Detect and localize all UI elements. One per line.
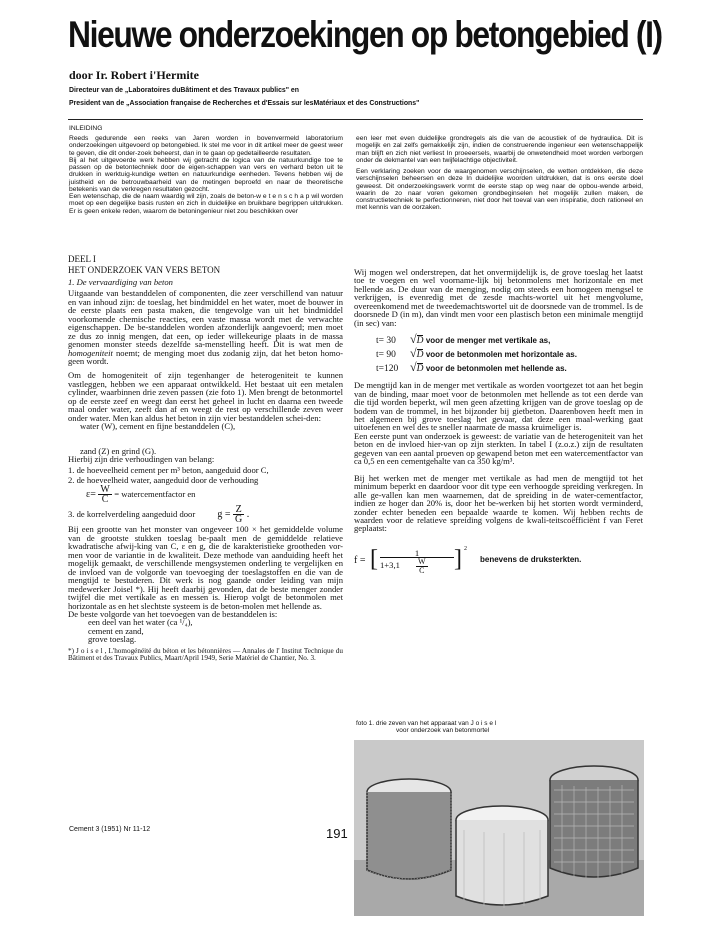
order-item: een deel van het water (ca ¹/₄),: [88, 617, 193, 628]
intro-right-column: [356, 135, 643, 212]
body-line: Hierbij zijn drie verhoudingen van belang:: [68, 454, 215, 465]
body-paragraph: Een eerste punt van onderzoek is geweest: de variatie van de heterogeniteit van het beton en de invloed hier-van op zijn sterkten. In tabel I (z.o.z.) zijn de resultaten gegeven van een aantal proeven op gewapend beton met een watercementfactor van ca 0,5 en een cementgehalte van ca 350 kg/m³.: [354, 430, 643, 467]
body-paragraph: Bij een grootte van het monster van ongeveer 100 × het gemiddelde volume van de grootste stukken toeslag be-paalt men de gemiddelde relatieve kwadratische afwij-king van C, ε en g, die de karakteristieke grootheden vor-men voor de variantie in de kwaliteit. Deze methode van aanduiding heeft het mogelijk gemaakt, de verschillende mengsystemen onderling te vergelijken en de invloed van de volgorde van toevoeging der toeslagstoffen en die van de mengtijd te bestuderen. Dit werk is nog gaande onder leiding van mijn medewerker Joisel *). Hij heeft daarbij gevonden, dat de beste menger zonder twijfel die met vertikale as en messen is. Hierop volgt de betonmolen met horizontale as en het slechtste systeem is de beton-molen met hellende as.: [68, 524, 343, 611]
intro-left-column: [69, 135, 343, 215]
component-list-line: water (W), cement en fijne bestanddelen (C),: [80, 421, 236, 432]
ratio-item-1: 1. de hoeveelheid cement per m³ beton, aangeduid door C,: [68, 464, 269, 475]
intro-paragraph: een leer met even duidelijke grondregels als die van de acoustiek of de hydraulica. Dit is mogelijk en zal zelfs gemakkelijk zijn, indien de construerende ingenieur een wetenschappelijk man blijft en zich niet verliest In proeeersels, waarbij de onwetendheid moet worden verborgen onder de dekmantel van een twijfelachtige objectiviteit.: [356, 135, 643, 164]
photo-sieves: [354, 740, 644, 916]
footnote: *) J o i s e l , L'homogénéité du béton et les bétonnières — Annales de l' Institut Technique du Bâtiment et des Travaux Publics, Maart/April 1949, Serie Matériel de Chantier, No. 3.: [68, 646, 343, 663]
ratio-item-3: 3. de korrelverdeling aangeduid door g = $\frac{Z}{G}$ .: [68, 504, 250, 526]
feret-formula: f = [ 1 1+3,1 $\frac{W}{C}$ ] 2 benevens de druksterkten.: [354, 545, 582, 575]
order-item: cement en zand,: [88, 625, 144, 636]
journal-citation: Cement 3 (1951) Nr 11-12: [69, 826, 151, 833]
equation-line: t=120 √D voor de betonmolen met hellende as.: [376, 360, 567, 375]
subsection-heading: 1. De vervaardiging van beton: [68, 276, 173, 287]
equation-line: t= 30 √D voor de menger met vertikale as,: [376, 332, 551, 347]
intro-paragraph: Een wetenschap, die de naam waardig wil zijn, zoals de beton-w e t e n s c h a p wil worden moet op een degelijke basis rusten en zich in duidelijke en bruikbare begrippen uitdrukken. Er is geen enkele reden, waarom de betoningenieur niet zou beschikken over: [69, 193, 343, 215]
equation-line: t= 90 √D voor de betonmolen met horizontale as.: [376, 346, 577, 361]
photo-caption: foto 1. drie zeven van het apparaat van J o i s e l voor onderzoek van betonmortel: [356, 720, 497, 735]
body-paragraph: Wij mogen wel onderstrepen, dat het onvermijdelijk is, de grove toeslag het laatst toe te voegen en wel voorname-lijk bij betonmolens met horizontale en met hellende as. De duur van de menging, nodig om steeds een homogeen mengsel te verkrijgen, is evenredig met de zesde machts-wortel uit het mengvolume, overeenkomend met de tweedemachtswortel uit de doorsnede van de trommel. Is de doorsnede D (in m), dan vindt men voor een plastisch beton een minimale mengtijd (in sec) van:: [354, 267, 643, 328]
body-paragraph: De beste volgorde van het toevoegen van de bestanddelen is:: [68, 608, 278, 619]
formula-water-cement: ε= $\frac{W}{C}$ = watercementfactor en: [86, 484, 196, 506]
left-main-column: [68, 255, 343, 663]
article-title: Nieuwe onderzoekingen op betongebied (I): [68, 14, 662, 55]
body-paragraph: De mengtijd kan in de menger met vertikale as worden voortgezet tot aan het begin van de binding, maar moet voor de betonmolen met hellende as tot een derde van die tijd worden beperkt, wil men geen afzetting krijgen van de grove toeslag op de bodem van de trommel, in het bijzonder bij gietbeton. Daarenboven heeft men in het algemeen bij grove toeslag het gevaar, dat deze een maal-werking gaat uitoefenen en wel des te sneller naarmate de massa kruimeliger is.: [354, 380, 643, 433]
body-paragraph: Bij het werken met de menger met vertikale as had men de mengtijd tot het minimum beperkt en daardoor voor dit type een verhoogde spreiding verkregen. In alle ge-vallen kan men waarnemen, dat de spreiding in de water-cementfactor, indien ze hoger dan 20% is, door het be-werken bij het storten wordt verminderd, zonder echter beneden een bepaalde waarde te komen. Wij hebben rechts de waarden voor de relatieve spreiding volgens de kwali-teitscoëfficiënt f van Feret geplaatst:: [354, 472, 643, 534]
affiliation-line-2: President van de „Association française de Recherches et d'Essais sur lesMatériaux et des Constructions": [69, 100, 420, 107]
formula-grading: g = $\frac{Z}{G}$ .: [217, 504, 250, 526]
intro-paragraph: Reeds gedurende een reeks van Jaren worden in bovenvermeld laboratorium onderzoekingen uitgevoerd op betongebied. Ik stel me voor in dit artikel meer de geest weer te geven, die dit onder-zoek beheerst, dan in te gaan op gedetailleerde resultaten.: [69, 135, 343, 157]
sieves-illustration: [354, 740, 644, 916]
part-heading: DEEL I: [68, 254, 96, 264]
right-main-column: [354, 268, 643, 577]
mixing-time-equations: [354, 333, 643, 375]
affiliation-line-1: Directeur van de „Laboratoires duBâtiment et des Travaux publics" en: [69, 87, 299, 94]
author-line: door Ir. Robert i'Hermite: [69, 68, 199, 82]
intro-paragraph: Bij al het uitgevoerde werk hebben wij getracht de logica van de natuurkundige toe te passen op de betontechniek door de eigen-schappen van vers en verhard beton uit te drukken in werktuig-kundige wetten en natuurkundige eenheden. Tevens hebben wij de juistheid en de betrouwbaarheid van de metingen beproefd en naar de theoretische betekenis van de verkregen resultaten gezocht.: [69, 156, 343, 193]
intro-heading: INLEIDING: [69, 125, 103, 132]
order-item: grove toeslag.: [88, 634, 137, 645]
section-heading: HET ONDERZOEK VAN VERS BETON: [68, 265, 221, 276]
intro-paragraph: Een verklaring zoeken voor de waargenomen verschijnselen, de wetten ontdekken, die deze verschijnselen beheersen en deze In duidelijke woorden uitdrukken, dat is ons eerste doel geweest. Dit onderzoekingswerk vormt de eerste stap op weg naar de opbou-wende arbeid, waarin de zo naar voren gekomen grondbeginselen het mogelijk zullen maken, de constructietechniek te perfectionneren, niet door het toeval van een inspiratie, doch rationeel en met kennis van de oorzaken.: [356, 168, 643, 212]
body-paragraph: Om de homogeniteit of zijn tegenhanger de heterogeniteit te kunnen vastleggen, hebben we een apparaat ontwikkeld. Het bestaat uit een metalen cylinder, waarbinnen drie zeven passen (zie foto 1). Men brengt de betonmortel op de eerste zeef en weegt dan eerst het geheel in lucht en daarna een tweede maal onder water, zeeft dan af en weegt de rest op verschillende zeven weer onder water. Men kan aldus het beton in zijn vier bestanddelen schei-den:: [68, 370, 343, 423]
ratio-item-2: 2. de hoeveelheid water, aangeduid door de verhouding: [68, 474, 259, 485]
component-list-line: zand (Z) en grind (G).: [80, 445, 157, 456]
header-rule: [68, 119, 643, 120]
page-number: 191: [326, 826, 348, 841]
body-paragraph: Uitgaande van bestanddelen of componenten, die zeer verschillend van natuur en van inhoud zijn: de toeslag, het bindmiddel en het water, moet de bouwer in de eerste plaats een pasta maken, die tengevolge van uit het bindmiddel voorkomende chemische reacties, een vaste massa wordt met de verwachte eigenschappen. De be-standdelen worden afzonderlijk aangevoerd; men moet ze dus zo innig mengen, dat een, op ieder willekeurige plaats in de massa genomen monster steeds dezelfde sa-menstelling heeft. Dit is wat men de homogeniteit noemt; de menging moet dus zodanig zijn, dat het beton homo-geen wordt.: [68, 288, 343, 366]
